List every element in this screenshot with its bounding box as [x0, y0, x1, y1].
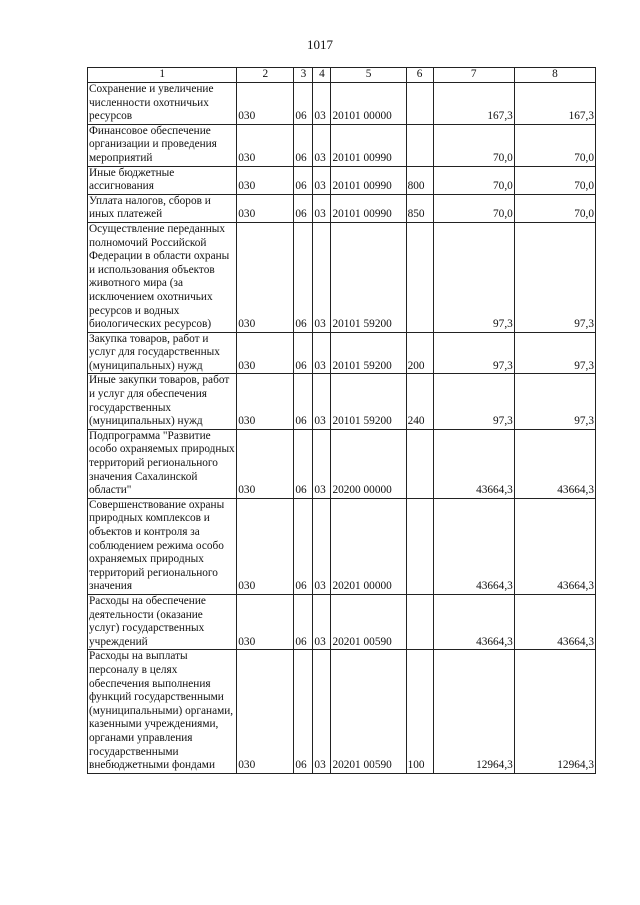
row-description: Совершенствование охраны природных комплексов и объектов и контроля за соблюдением режима особо охраняемых природных территорий регионального значения: [88, 498, 237, 594]
row-description: Сохранение и увеличение численности охотничьих ресурсов: [88, 83, 237, 125]
page-number: 1017: [307, 37, 333, 52]
table-row: [88, 429, 596, 498]
amount-year-1: 43664,3: [433, 429, 514, 498]
table-row: [88, 83, 596, 125]
column-header: 6: [406, 68, 433, 83]
table-row: [88, 374, 596, 429]
subsection-code: 03: [313, 332, 331, 374]
section-code: 06: [294, 429, 313, 498]
subsection-code: 03: [313, 83, 331, 125]
amount-year-1: 70,0: [433, 194, 514, 222]
target-article-code: 20200 00000: [331, 429, 406, 498]
target-article-code: 20101 00000: [331, 83, 406, 125]
column-header: 4: [313, 68, 331, 83]
grbs-code: 030: [237, 498, 294, 594]
table-row: [88, 222, 596, 332]
amount-year-1: 97,3: [433, 374, 514, 429]
row-description: Расходы на обеспечение деятельности (оказание услуг) государственных учреждений: [88, 594, 237, 649]
row-description: Закупка товаров, работ и услуг для государственных (муниципальных) нужд: [88, 332, 237, 374]
subsection-code: 03: [313, 166, 331, 194]
subsection-code: 03: [313, 650, 331, 773]
subsection-code: 03: [313, 222, 331, 332]
column-header: 5: [331, 68, 406, 83]
target-article-code: 20101 00990: [331, 166, 406, 194]
grbs-code: 030: [237, 594, 294, 649]
grbs-code: 030: [237, 650, 294, 773]
amount-year-2: 70,0: [514, 194, 595, 222]
table-row: [88, 498, 596, 594]
row-description: Уплата налогов, сборов и иных платежей: [88, 194, 237, 222]
column-header: 1: [88, 68, 237, 83]
amount-year-1: 43664,3: [433, 498, 514, 594]
table-row: [88, 166, 596, 194]
row-description: Иные закупки товаров, работ и услуг для обеспечения государственных (муниципальных) нужд: [88, 374, 237, 429]
grbs-code: 030: [237, 194, 294, 222]
section-code: 06: [294, 222, 313, 332]
amount-year-2: 97,3: [514, 374, 595, 429]
section-code: 06: [294, 498, 313, 594]
section-code: 06: [294, 124, 313, 166]
expense-type-code: 240: [406, 374, 433, 429]
amount-year-2: 43664,3: [514, 594, 595, 649]
section-code: 06: [294, 650, 313, 773]
grbs-code: 030: [237, 124, 294, 166]
target-article-code: 20201 00590: [331, 594, 406, 649]
grbs-code: 030: [237, 166, 294, 194]
column-header: 7: [433, 68, 514, 83]
column-header: 2: [237, 68, 294, 83]
target-article-code: 20101 59200: [331, 374, 406, 429]
grbs-code: 030: [237, 222, 294, 332]
amount-year-1: 70,0: [433, 166, 514, 194]
amount-year-2: 70,0: [514, 124, 595, 166]
amount-year-1: 97,3: [433, 222, 514, 332]
grbs-code: 030: [237, 374, 294, 429]
amount-year-2: 43664,3: [514, 429, 595, 498]
target-article-code: 20101 00990: [331, 124, 406, 166]
target-article-code: 20201 00590: [331, 650, 406, 773]
amount-year-1: 43664,3: [433, 594, 514, 649]
section-code: 06: [294, 166, 313, 194]
table-row: [88, 594, 596, 649]
amount-year-2: 97,3: [514, 332, 595, 374]
expense-type-code: [406, 83, 433, 125]
expense-type-code: [406, 498, 433, 594]
expense-type-code: [406, 222, 433, 332]
table-row: [88, 124, 596, 166]
table-row: [88, 332, 596, 374]
expense-type-code: [406, 429, 433, 498]
row-description: Расходы на выплаты персоналу в целях обеспечения выполнения функций государственными (муниципальными) органами, казенными учреждениями, органами управления государственными внебюджетными фондами: [88, 650, 237, 773]
target-article-code: 20201 00000: [331, 498, 406, 594]
target-article-code: 20101 00990: [331, 194, 406, 222]
subsection-code: 03: [313, 594, 331, 649]
expense-type-code: [406, 124, 433, 166]
table-row: [88, 194, 596, 222]
table-row: [88, 650, 596, 773]
row-description: Осуществление переданных полномочий Российской Федерации в области охраны и использования объектов животного мира (за исключением охотничьих ресурсов и водных биологических ресурсов): [88, 222, 237, 332]
expense-type-code: 850: [406, 194, 433, 222]
amount-year-1: 12964,3: [433, 650, 514, 773]
amount-year-1: 97,3: [433, 332, 514, 374]
expense-type-code: 200: [406, 332, 433, 374]
section-code: 06: [294, 194, 313, 222]
subsection-code: 03: [313, 194, 331, 222]
subsection-code: 03: [313, 429, 331, 498]
header-row: [88, 68, 596, 83]
expense-type-code: 100: [406, 650, 433, 773]
target-article-code: 20101 59200: [331, 222, 406, 332]
grbs-code: 030: [237, 83, 294, 125]
grbs-code: 030: [237, 429, 294, 498]
column-header: 8: [514, 68, 595, 83]
row-description: Иные бюджетные ассигнования: [88, 166, 237, 194]
column-header: 3: [294, 68, 313, 83]
target-article-code: 20101 59200: [331, 332, 406, 374]
expense-type-code: 800: [406, 166, 433, 194]
budget-table: [87, 67, 596, 774]
amount-year-2: 43664,3: [514, 498, 595, 594]
subsection-code: 03: [313, 124, 331, 166]
amount-year-2: 12964,3: [514, 650, 595, 773]
row-description: Подпрограмма "Развитие особо охраняемых природных территорий регионального значения Сахалинской области": [88, 429, 237, 498]
grbs-code: 030: [237, 332, 294, 374]
subsection-code: 03: [313, 374, 331, 429]
subsection-code: 03: [313, 498, 331, 594]
section-code: 06: [294, 83, 313, 125]
amount-year-2: 70,0: [514, 166, 595, 194]
amount-year-1: 167,3: [433, 83, 514, 125]
section-code: 06: [294, 594, 313, 649]
amount-year-2: 97,3: [514, 222, 595, 332]
section-code: 06: [294, 374, 313, 429]
amount-year-2: 167,3: [514, 83, 595, 125]
row-description: Финансовое обеспечение организации и проведения мероприятий: [88, 124, 237, 166]
amount-year-1: 70,0: [433, 124, 514, 166]
expense-type-code: [406, 594, 433, 649]
section-code: 06: [294, 332, 313, 374]
